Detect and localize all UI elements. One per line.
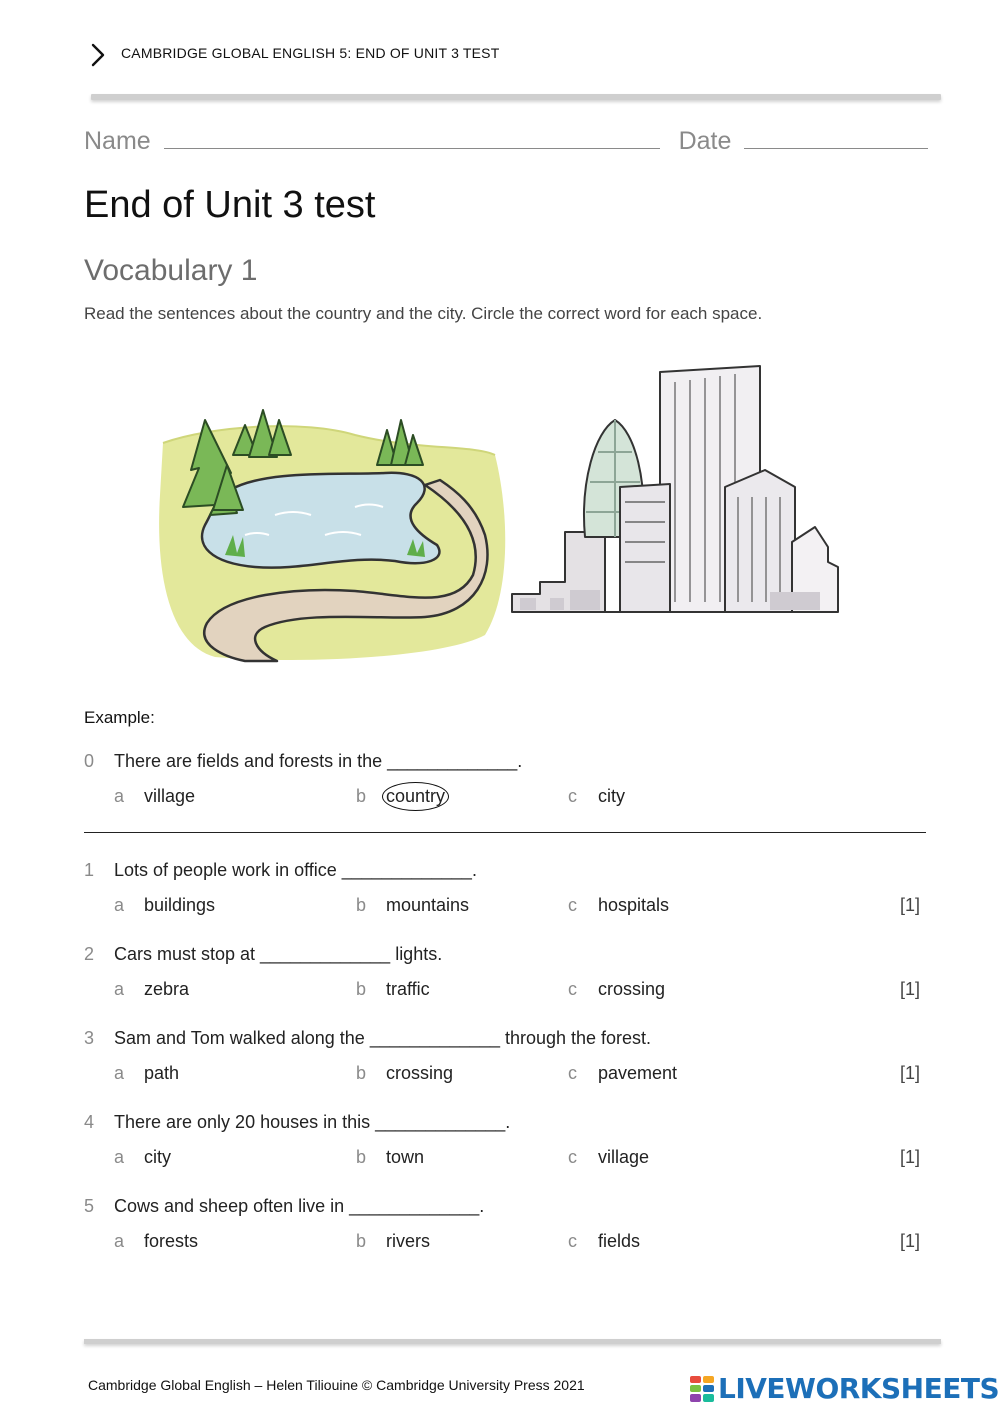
option-letter: b: [356, 1231, 367, 1251]
example-option-word[interactable]: village: [144, 786, 196, 806]
option-letter: a: [114, 979, 125, 999]
liveworksheets-logo[interactable]: [690, 1372, 999, 1405]
example-number: 0: [84, 751, 95, 771]
footer-divider: [84, 1339, 941, 1344]
header-title: CAMBRIDGE GLOBAL ENGLISH 5: END OF UNIT 3 TEST: [121, 45, 500, 61]
section-title: Vocabulary 1: [84, 254, 258, 287]
option-letter: b: [356, 895, 367, 915]
option-letter: a: [114, 1147, 125, 1167]
option-letter: a: [114, 895, 125, 915]
example-option-letter: a: [114, 786, 125, 806]
option-letter: c: [568, 1231, 577, 1251]
option-word[interactable]: town: [386, 1147, 425, 1167]
option-word[interactable]: buildings: [144, 895, 216, 915]
option-word[interactable]: forests: [144, 1231, 199, 1251]
option-word[interactable]: hospitals: [598, 895, 670, 915]
option-letter: c: [568, 1147, 577, 1167]
circled-answer: country: [386, 786, 446, 806]
mark-value: [1]: [900, 895, 921, 915]
option-word[interactable]: zebra: [144, 979, 190, 999]
instructions: Read the sentences about the country and the city. Circle the correct word for each space.: [84, 304, 763, 323]
header-divider: [91, 94, 941, 100]
example-option-letter: c: [568, 786, 577, 806]
mark-value: [1]: [900, 979, 921, 999]
option-letter: b: [356, 1147, 367, 1167]
option-letter: b: [356, 1063, 367, 1083]
example-text: There are fields and forests in the _____________.: [114, 751, 523, 771]
page-title: End of Unit 3 test: [84, 184, 376, 226]
option-word[interactable]: mountains: [386, 895, 470, 915]
option-word[interactable]: fields: [598, 1231, 641, 1251]
question-text: There are only 20 houses in this _____________.: [114, 1112, 511, 1132]
question-text: Cows and sheep often live in _____________.: [114, 1196, 485, 1216]
example-label: Example:: [84, 708, 155, 727]
name-field[interactable]: [164, 126, 660, 149]
option-letter: b: [356, 979, 367, 999]
option-word[interactable]: pavement: [598, 1063, 678, 1083]
option-word[interactable]: village: [598, 1147, 650, 1167]
date-label: Date: [678, 127, 732, 155]
question-number: 4: [84, 1112, 95, 1132]
option-letter: c: [568, 895, 577, 915]
countryside-illustration: [155, 395, 510, 665]
option-letter: c: [568, 1063, 577, 1083]
example-option-word[interactable]: city: [598, 786, 625, 806]
example-divider: [84, 832, 926, 833]
example-option-letter: b: [356, 786, 367, 806]
option-word[interactable]: crossing: [598, 979, 666, 999]
option-letter: a: [114, 1063, 125, 1083]
mark-value: [1]: [900, 1147, 921, 1167]
name-date-row: [84, 126, 928, 156]
option-letter: c: [568, 979, 577, 999]
question-text: Sam and Tom walked along the _____________ through the forest.: [114, 1028, 652, 1048]
option-word[interactable]: city: [144, 1147, 171, 1167]
question-number: 1: [84, 860, 95, 880]
liveworksheets-logo-icon: [690, 1376, 714, 1402]
option-word[interactable]: rivers: [386, 1231, 430, 1251]
question-number: 2: [84, 944, 95, 964]
question-number: 5: [84, 1196, 95, 1216]
option-word[interactable]: path: [144, 1063, 180, 1083]
mark-value: [1]: [900, 1231, 921, 1251]
date-field[interactable]: [744, 126, 928, 149]
question-text: Cars must stop at _____________ lights.: [114, 944, 443, 964]
city-illustration: [510, 362, 840, 617]
example-option-word-circled[interactable]: [386, 786, 445, 807]
question-number: 3: [84, 1028, 95, 1048]
option-letter: a: [114, 1231, 125, 1251]
question-text: Lots of people work in office _____________.: [114, 860, 477, 880]
option-word[interactable]: crossing: [386, 1063, 454, 1083]
liveworksheets-brand: LIVEWORKSHEETS: [718, 1372, 1000, 1405]
footer-copyright: Cambridge Global English – Helen Tiliouine © Cambridge University Press 2021: [88, 1377, 585, 1393]
option-word[interactable]: traffic: [386, 979, 430, 999]
chevron-right-icon: [88, 42, 108, 68]
mark-value: [1]: [900, 1063, 921, 1083]
name-label: Name: [84, 127, 151, 155]
